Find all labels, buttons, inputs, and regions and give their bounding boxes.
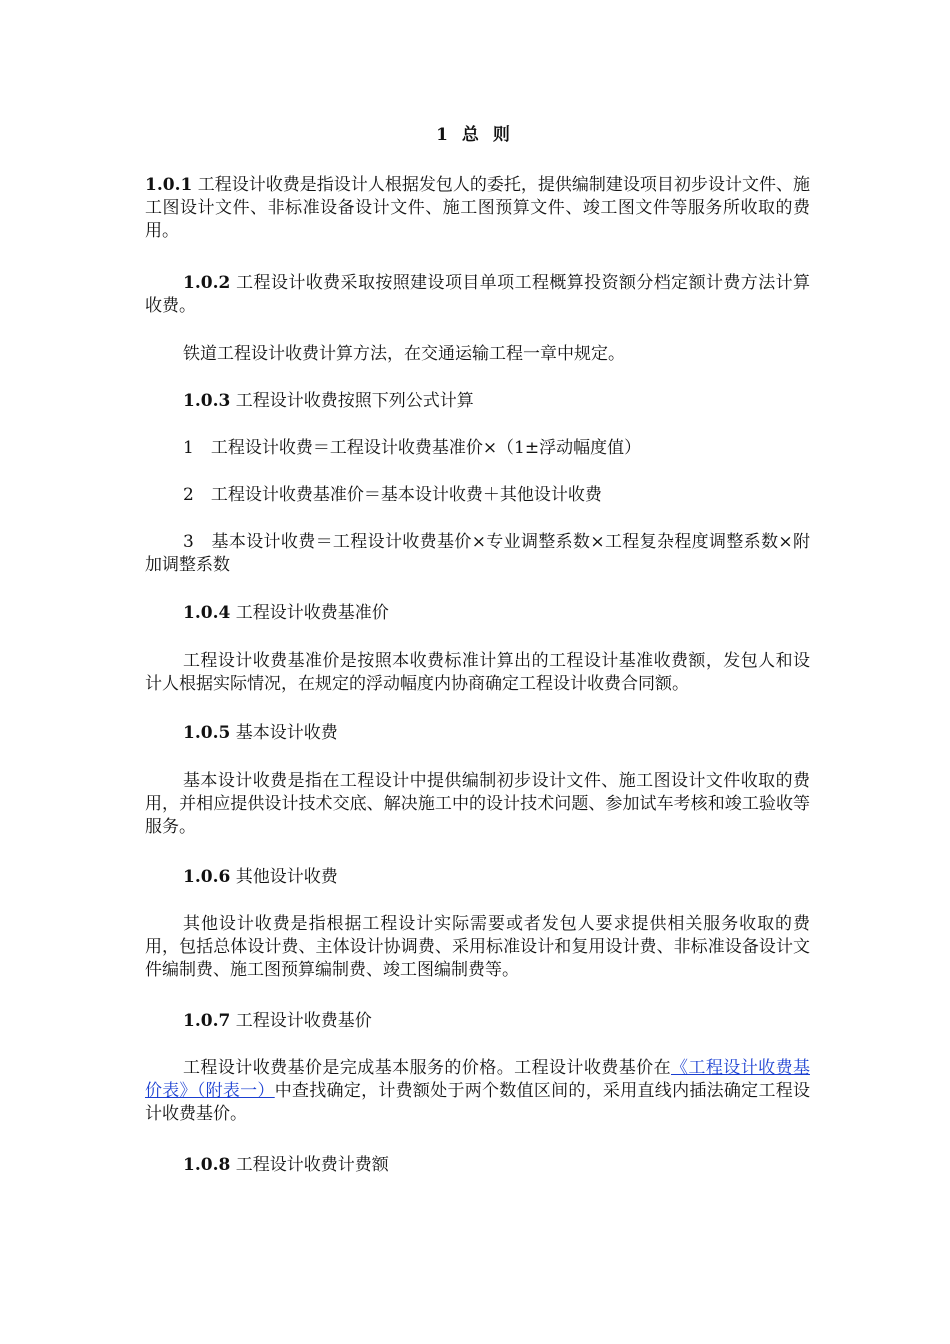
clause-text: 其他设计收费 <box>230 867 338 887</box>
clause-number: 1.0.3 <box>183 391 231 411</box>
formula-1: 1 工程设计收费＝工程设计收费基准价×（1±浮动幅度值） <box>183 438 642 458</box>
clause-number: 1.0.1 <box>145 175 193 195</box>
clause-number: 1.0.2 <box>183 273 231 293</box>
formula-2: 2 工程设计收费基准价＝基本设计收费＋其他设计收费 <box>183 485 602 505</box>
clause-1-0-3 <box>145 390 810 413</box>
clause-text: 工程设计收费计费额 <box>230 1155 389 1175</box>
clause-number: 1.0.7 <box>183 1011 231 1031</box>
text-before-link: 工程设计收费基价是完成基本服务的价格。工程设计收费基价在 <box>183 1058 671 1078</box>
base-price-table-link[interactable]: 《工程设计收费基价表》（附表一） <box>145 1058 810 1101</box>
clause-1-0-7 <box>145 1010 810 1033</box>
clause-1-0-1 <box>145 174 810 243</box>
chapter-title: 1 总 则 <box>436 125 514 145</box>
text-after-link: 中查找确定，计费额处于两个数值区间的，采用直线内插法确定工程设计收费基价。 <box>145 1081 811 1124</box>
clause-number: 1.0.6 <box>183 867 231 887</box>
clause-number: 1.0.8 <box>183 1155 231 1175</box>
clause-1-0-2 <box>145 272 810 318</box>
paragraph-basic-fee: 基本设计收费是指在工程设计中提供编制初步设计文件、施工图设计文件收取的费用，并相应提供设计技术交底、解决施工中的设计技术问题、参加试车考核和竣工验收等服务。 <box>145 771 810 837</box>
formula-3: 3 基本设计收费＝工程设计收费基价×专业调整系数×工程复杂程度调整系数×附加调整系数 <box>145 532 810 575</box>
clause-1-0-4 <box>145 602 810 625</box>
paragraph-railway: 铁道工程设计收费计算方法，在交通运输工程一章中规定。 <box>183 344 625 364</box>
paragraph-base-fee <box>145 1057 810 1126</box>
clause-text: 工程设计收费采取按照建设项目单项工程概算投资额分档定额计费方法计算收费。 <box>145 273 810 316</box>
clause-1-0-6 <box>145 866 810 889</box>
clause-1-0-8 <box>145 1154 810 1177</box>
clause-text: 工程设计收费按照下列公式计算 <box>230 391 474 411</box>
clause-number: 1.0.4 <box>183 603 231 623</box>
clause-1-0-5 <box>145 722 810 745</box>
clause-text: 基本设计收费 <box>230 723 338 743</box>
paragraph-base-price: 工程设计收费基准价是按照本收费标准计算出的工程设计基准收费额，发包人和设计人根据实际情况，在规定的浮动幅度内协商确定工程设计收费合同额。 <box>145 651 810 694</box>
clause-text: 工程设计收费是指设计人根据发包人的委托，提供编制建设项目初步设计文件、施工图设计文件、非标准设备设计文件、施工图预算文件、竣工图文件等服务所收取的费用。 <box>145 175 810 241</box>
clause-text: 工程设计收费基准价 <box>230 603 389 623</box>
paragraph-other-fee: 其他设计收费是指根据工程设计实际需要或者发包人要求提供相关服务收取的费用，包括总体设计费、主体设计协调费、采用标准设计和复用设计费、非标准设备设计文件编制费、施工图预算编制费、竣工图编制费等。 <box>145 914 810 980</box>
clause-number: 1.0.5 <box>183 723 231 743</box>
clause-text: 工程设计收费基价 <box>230 1011 372 1031</box>
